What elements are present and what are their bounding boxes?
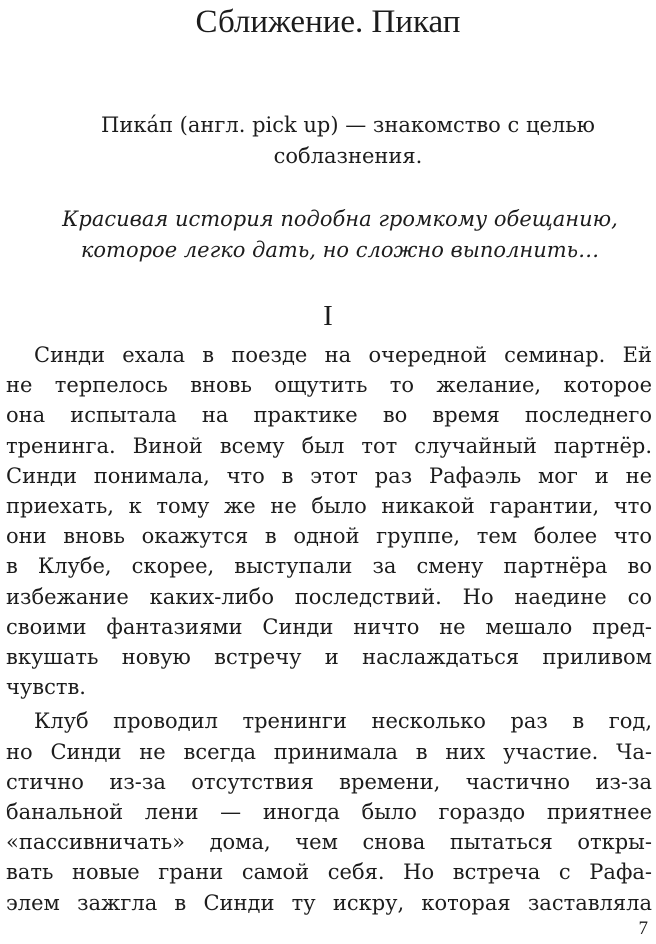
text-line: но Синди не всегда принимала в них участие. Ча- [6, 739, 652, 764]
text-line: вать новые грани самой себя. Но встреча с Рафа- [6, 860, 652, 885]
text-line: не терпелось вновь ощутить то желание, которое [6, 373, 652, 398]
text-line: в Клубе, скорее, выступали за смену партнёра во [6, 554, 652, 579]
text-line: элем зажгла в Синди ту искру, которая заставляла [6, 890, 652, 915]
page-number: 7 [638, 918, 648, 939]
text-line: они вновь окажутся в одной группе, тем более что [6, 524, 652, 549]
text-line: стично из-за отсутствия времени, частично из-за [6, 769, 652, 794]
epigraph-line-1: Красивая история подобна громкому обещанию, [62, 207, 618, 231]
chapter-heading: Сближение. Пикап [195, 4, 461, 40]
text-line: Синди понимала, что в этот раз Рафаэль мог и не [6, 463, 652, 488]
text-line: «пассивничать» дома, чем снова пытаться откры- [6, 830, 652, 855]
text-line: приехать, к тому же не было никакой гарантии, что [6, 494, 652, 519]
text-line: вкушать новую встречу и наслаждаться приливом [6, 645, 652, 670]
text-line: избежание каких-либо последствий. Но наедине со [6, 584, 652, 609]
paragraph-1 [6, 340, 652, 702]
epigraph [30, 204, 650, 266]
chapter-number: I [323, 300, 333, 332]
text-line: своими фантазиями Синди ничто не мешало пред- [6, 614, 652, 639]
epigraph-line-2: которое легко дать, но сложно выполнить… [80, 238, 600, 262]
text-line: Синди ехала в поезде на очередной семинар. Ей [34, 343, 652, 367]
definition: Пика́п (англ. pick up) — знакомство с целью соблазнения. [101, 113, 595, 168]
text-line: она испытала на практике во время последнего [6, 403, 652, 428]
body-text [6, 340, 652, 918]
text-line: чувств. [6, 675, 86, 700]
text-line: банальной лени — иногда было гораздо приятнее [6, 800, 652, 825]
text-line: Клуб проводил тренинги несколько раз в год, [34, 709, 652, 734]
paragraph-2 [6, 706, 652, 917]
text-line: тренинга. Виной всему был тот случайный партнёр. [6, 433, 652, 458]
